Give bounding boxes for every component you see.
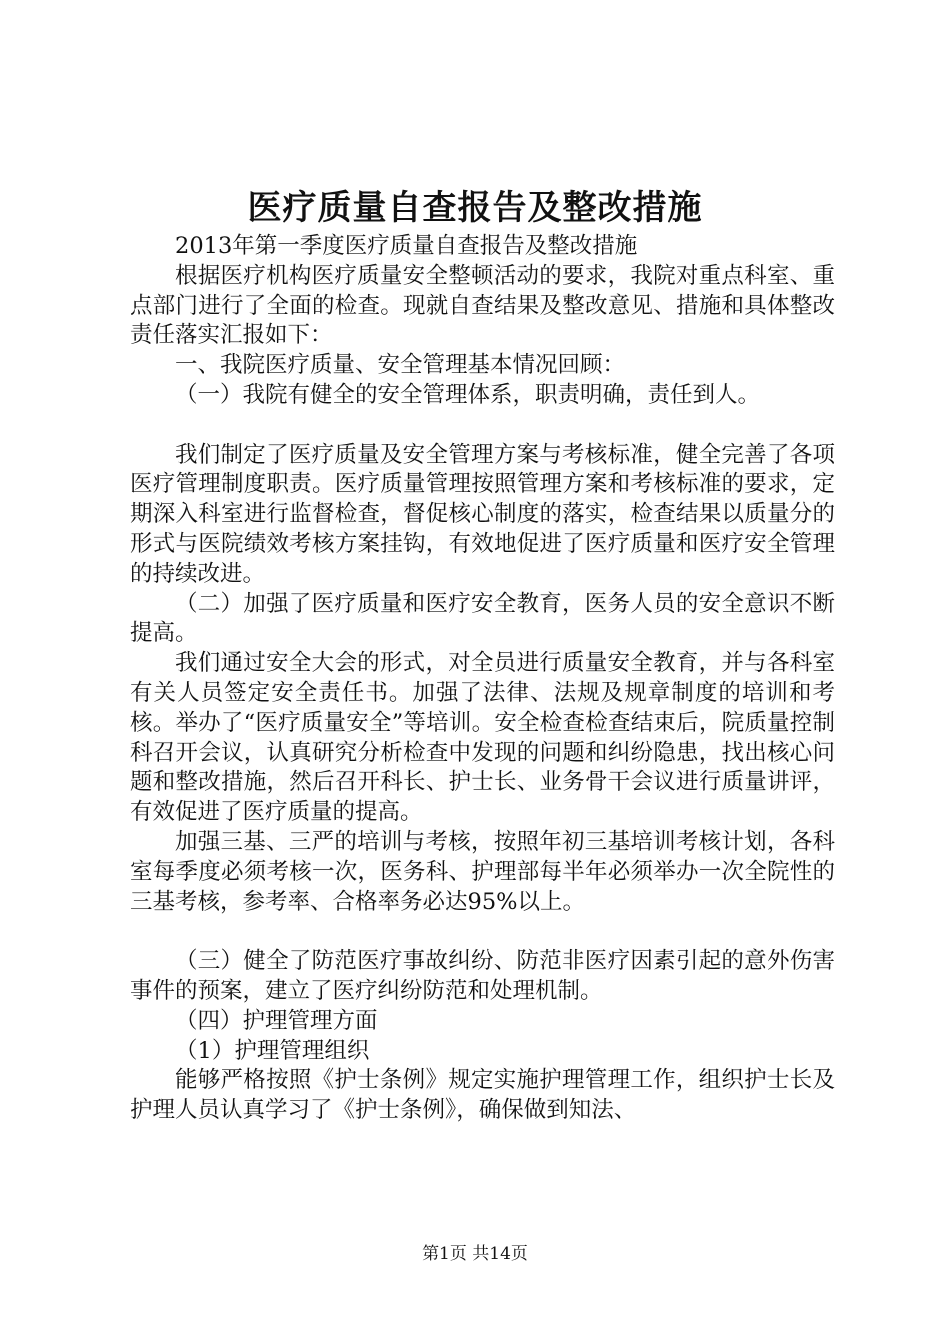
paragraph-nursing: 能够严格按照《护士条例》规定实施护理管理工作，组织护士长及护理人员认真学习了《护士条例》，确保做到知法、 bbox=[130, 1067, 835, 1124]
page-indicator: 第1页 共14页 bbox=[422, 1244, 528, 1264]
item-heading-1: （1）护理管理组织 bbox=[175, 1037, 370, 1064]
subsection-heading-1: （一）我院有健全的安全管理体系，职责明确，责任到人。 bbox=[175, 381, 761, 408]
subsection-heading-3: （三）健全了防范医疗事故纠纷、防范非医疗因素引起的意外伤害事件的预案，建立了医疗纠纷防范和处理机制。 bbox=[130, 948, 835, 1004]
subsection-heading-4: （四）护理管理方面 bbox=[175, 1007, 378, 1034]
paragraph-safety-education: 我们通过安全大会的形式，对全员进行质量安全教育，并与各科室有关人员签定安全责任书。加强了法律、法规及规章制度的培训和考核。举办了“医疗质量安全”等培训。安全检查检查结束后，院质量控制科召开会议，认真研究分析检查中发现的问题和纠纷隐患，找出核心问题和整改措施，然后召开科长、护士长、业务骨干会议进行质量讲评，有效促进了医疗质量的提高。 bbox=[130, 650, 835, 826]
paragraph-subtitle: 2013年第一季度医疗质量自查报告及整改措施 bbox=[175, 233, 638, 259]
document-title: 医疗质量自查报告及整改措施 bbox=[247, 188, 703, 228]
paragraph-intro: 根据医疗机构医疗质量安全整顿活动的要求，我院对重点科室、重点部门进行了全面的检查。现就自查结果及整改意见、措施和具体整改责任落实汇报如下： bbox=[130, 262, 835, 349]
section-heading-1: 一、我院医疗质量、安全管理基本情况回顾： bbox=[175, 352, 626, 379]
document-body bbox=[130, 232, 835, 1126]
paragraph-training: 加强三基、三严的培训与考核，按照年初三基培训考核计划，各科室每季度必须考核一次，医务科、护理部每半年必须举办一次全院性的三基考核，参考率、合格率务必达95%以上。 bbox=[130, 828, 835, 915]
paragraph-management-plan: 我们制定了医疗质量及安全管理方案与考核标准，健全完善了各项医疗管理制度职责。医疗质量管理按照管理方案和考核标准的要求，定期深入科室进行监督检查，督促核心制度的落实，检查结果以质量分的形式与医院绩效考核方案挂钩，有效地促进了医疗质量和医疗安全管理的持续改进。 bbox=[130, 441, 835, 587]
subsection-heading-2: （二）加强了医疗质量和医疗安全教育，医务人员的安全意识不断提高。 bbox=[130, 590, 835, 647]
